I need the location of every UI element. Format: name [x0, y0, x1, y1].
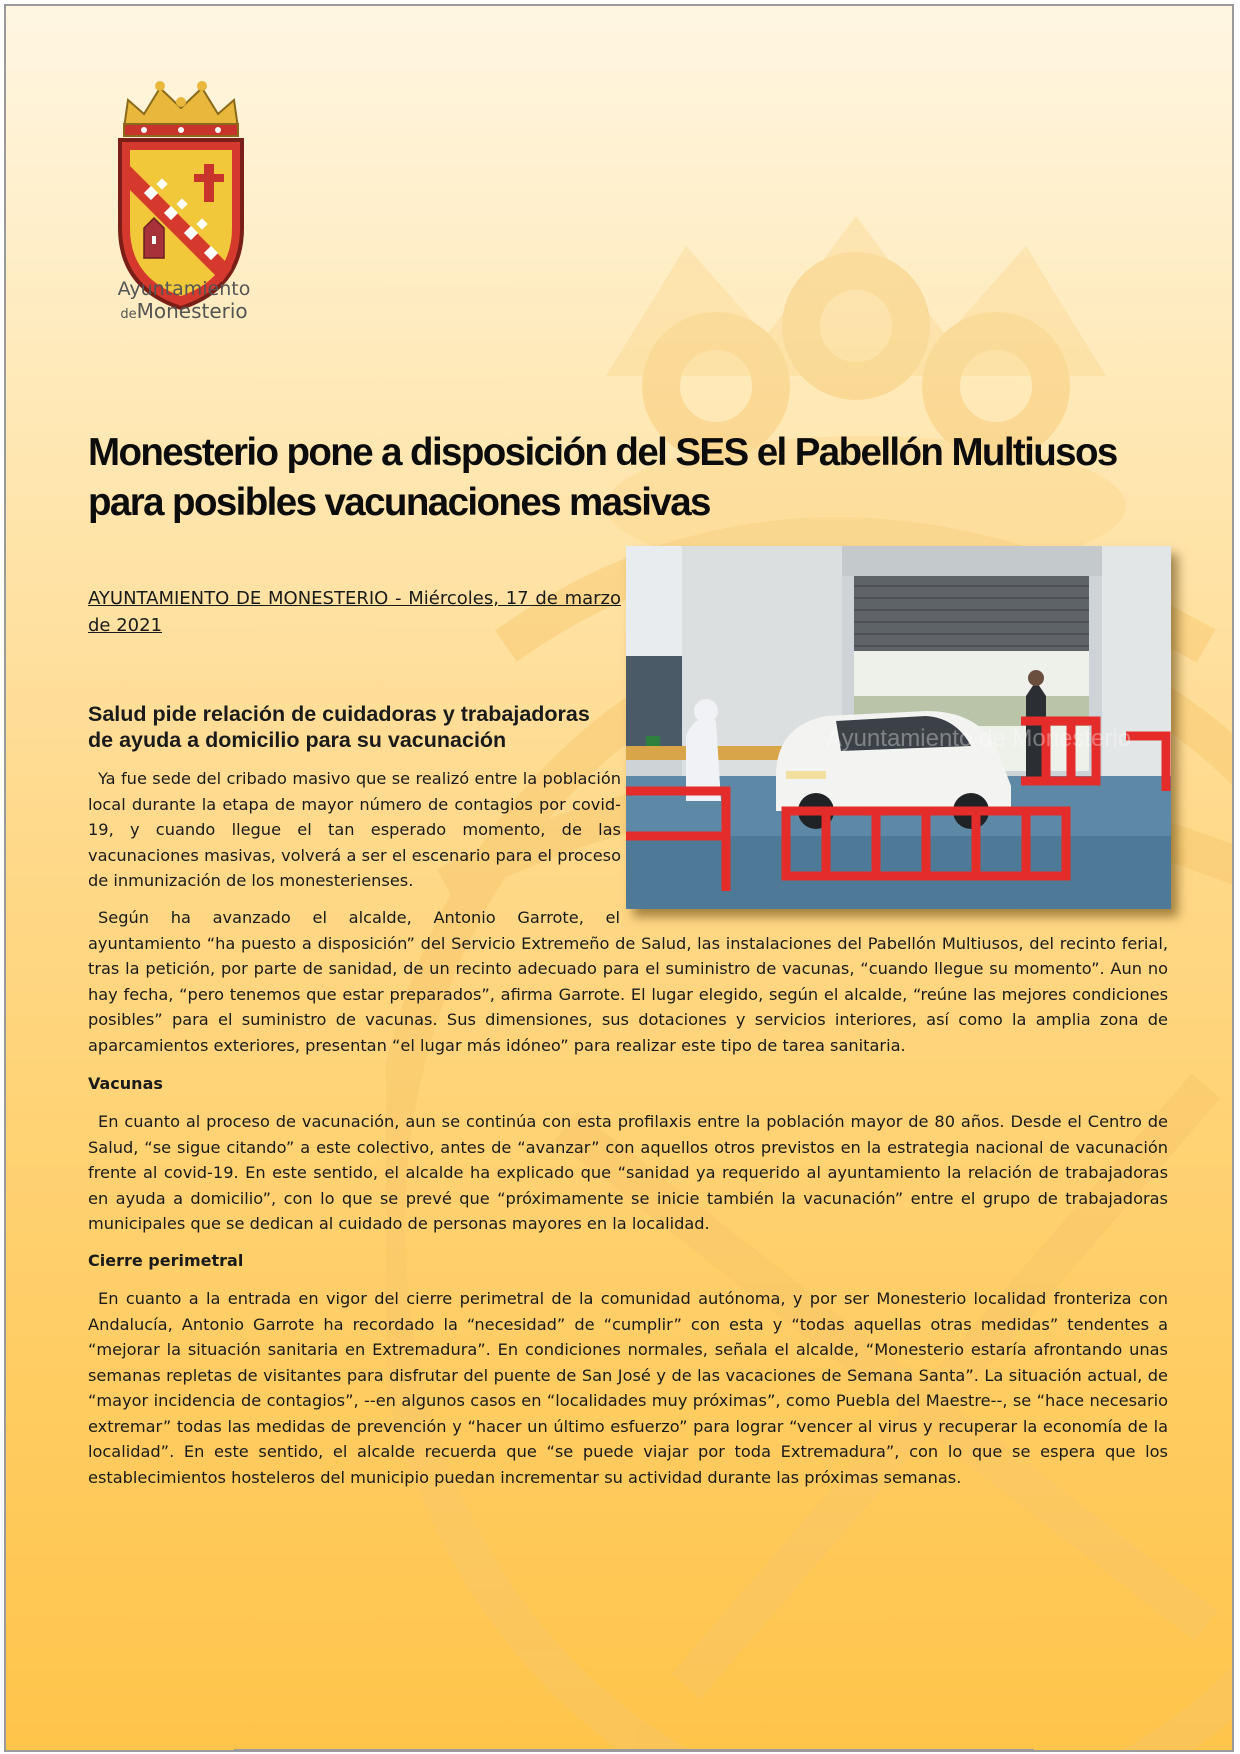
article-subtitle: Salud pide relación de cuidadoras y trabajadoras de ayuda a domicilio para su vacunación: [88, 702, 590, 752]
section-heading-vacunas: Vacunas: [88, 1074, 163, 1093]
paragraph-2-text: Según ha avanzado el alcalde, Antonio Garrote, el ayuntamiento “ha puesto a disposición” del Servicio Extremeño de Salud, las instalaciones del Pabellón Multiusos, del recinto ferial, tras la petición, por parte de sanidad, de un recinto adecuado para el suministro de vacunas, “cuando llegue su momento”. Aun no hay fecha, “pero tenemos que estar preparados”, afirma Garrote. El lugar elegido, según el alcalde, “reúne las mejores condiciones posibles” para el suministro de vacunas. Sus dimensiones, sus dotaciones y servicios interiores, así como la amplia zona de aparcamientos exteriores, presentan “el lugar más idóneo” para realizar este tipo de tarea sanitaria.: [88, 908, 1168, 1055]
document-page: [4, 4, 1234, 1752]
logo-line2-prefix: de: [120, 307, 137, 322]
footer-divider: [234, 1749, 1034, 1752]
photo-wrap-spacer: [620, 905, 1168, 919]
logo-text: [94, 278, 274, 326]
photo-watermark: Ayuntamiento de Monesterio: [826, 725, 1132, 752]
logo-line2-text: Monesterio: [136, 299, 248, 323]
article-paragraph-4: En cuanto a la entrada en vigor del cierre perimetral de la comunidad autónoma, y por ser Monesterio localidad fronteriza con Andalucía, Antonio Garrote ha recordado la “necesidad” de “cumplir” con esta y “todas aquellas otras medidas” tendentes a “mejorar la situación sanitaria en Extremadura”. En condiciones normales, señala el alcalde, “Monesterio estaría afrontando unas semanas repletas de visitantes para disfrutar del puente de San José y de las vacaciones de Semana Santa”. La situación actual, de “mayor incidencia de contagios”, --en algunos casos en “localidades muy próximas”, como Puebla del Maestre--, se “hace necesario extremar” todas las medidas de prevención y “hacer un último esfuerzo” para lograr “vencer al virus y recuperar la economía de la localidad”. En este sentido, el alcalde recuerda que “se puede viajar por toda Extremadura”, con lo que se espera que los establecimientos hosteleros del municipio puedan incrementar su actividad durante las próximas semanas.: [88, 1289, 1168, 1487]
article-paragraph-3: En cuanto al proceso de vacunación, aun se continúa con esta profilaxis entre la población mayor de 80 años. Desde el Centro de Salud, “se sigue citando” a este colectivo, antes de “avanzar” con aquellos otros previstos en la estrategia nacional de vacunación frente al covid-19. En este sentido, el alcalde ha explicado que “sanidad ya requerido al ayuntamiento la relación de trabajadoras en ayuda a domicilio”, con lo que se prevé que “próximamente se inicie también la vacunación” entre el grupo de trabajadoras municipales que se dedican al cuidado de personas mayores en la localidad.: [88, 1112, 1168, 1233]
section-heading-cierre: Cierre perimetral: [88, 1251, 244, 1270]
logo-line1: Ayuntamiento: [117, 278, 251, 300]
logo-line2: [94, 300, 274, 326]
article-title: Monesterio pone a disposición del SES el Pabellón Multiusos para posibles vacunaciones masivas: [88, 431, 1117, 524]
article-dateline: AYUNTAMIENTO DE MONESTERIO - Miércoles, 17 de marzo de 2021: [88, 588, 621, 636]
article-paragraph-1: Ya fue sede del cribado masivo que se realizó entre la población local durante la etapa de mayor número de contagios por covid-19, y cuando llegue el tan esperado momento, de las vacunaciones masivas, volverá a ser el escenario para el proceso de inmunización de los monesterienses.: [88, 769, 621, 890]
vaccination-photo: [626, 546, 1171, 909]
article-paragraph-2: [88, 905, 1168, 1058]
